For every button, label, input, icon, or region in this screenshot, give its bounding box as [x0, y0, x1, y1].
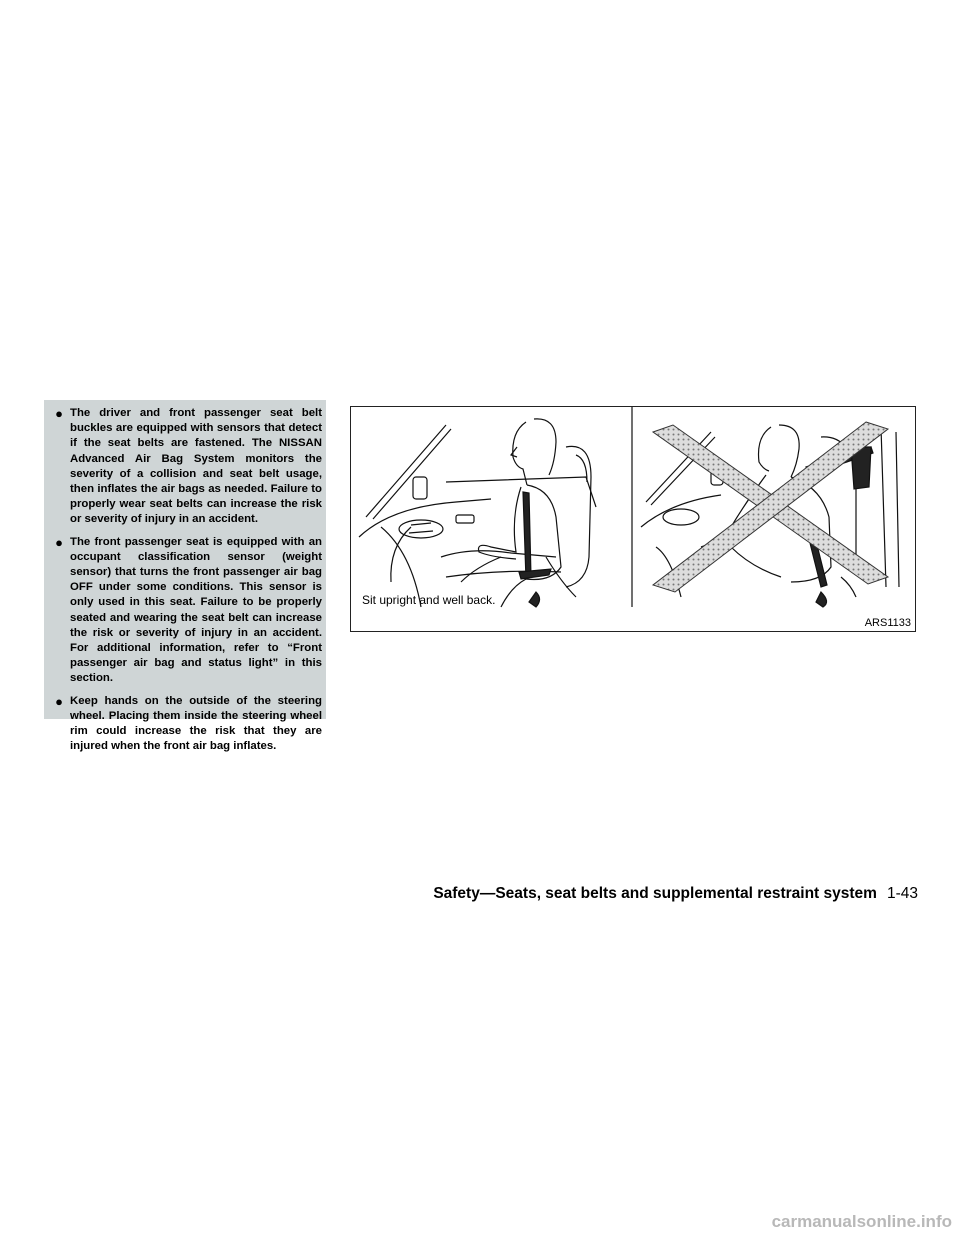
figure-code: ARS1133 — [864, 617, 911, 629]
figure-caption: Sit upright and well back. — [362, 593, 496, 607]
page-footer — [433, 885, 918, 903]
seating-figure — [350, 406, 916, 632]
warning-text: Keep hands on the outside of the steering wheel. Placing them inside the steering wheel rim could increase the risk that they are injured when the front air bag inflates. — [70, 694, 322, 753]
bullet-icon: ● — [55, 534, 63, 550]
correct-posture-drawing — [359, 419, 596, 607]
warning-item — [48, 406, 322, 528]
footer-section-title: Safety—Seats, seat belts and supplemental restraint system — [433, 885, 877, 902]
warning-box — [44, 400, 326, 753]
page-number: 1-43 — [886, 885, 918, 902]
warning-item — [48, 535, 322, 687]
warning-text: The front passenger seat is equipped with an occupant classification sensor (weight sensor) that turns the front passenger air bag OFF under some conditions. This sensor is only used in this seat. Failure to be properly seated and wearing the seat belt can increase the risk or severity of injury in an accident. For additional information, refer to “Front passenger air bag and status light” in this section. — [70, 535, 322, 685]
incorrect-x-mark — [653, 422, 888, 592]
warning-text: The driver and front passenger seat belt buckles are equipped with sensors that detect if the seat belts are fastened. The NISSAN Advanced Air Bag System monitors the severity of a collision and seat belt usage, then inflates the air bags as needed. Failure to properly wear seat belts can increase the risk or severity of injury in an accident. — [70, 407, 322, 526]
warning-item — [48, 694, 322, 755]
watermark: carmanualsonline.info — [771, 1212, 952, 1231]
bullet-icon: ● — [55, 406, 63, 421]
bullet-icon: ● — [55, 693, 63, 709]
